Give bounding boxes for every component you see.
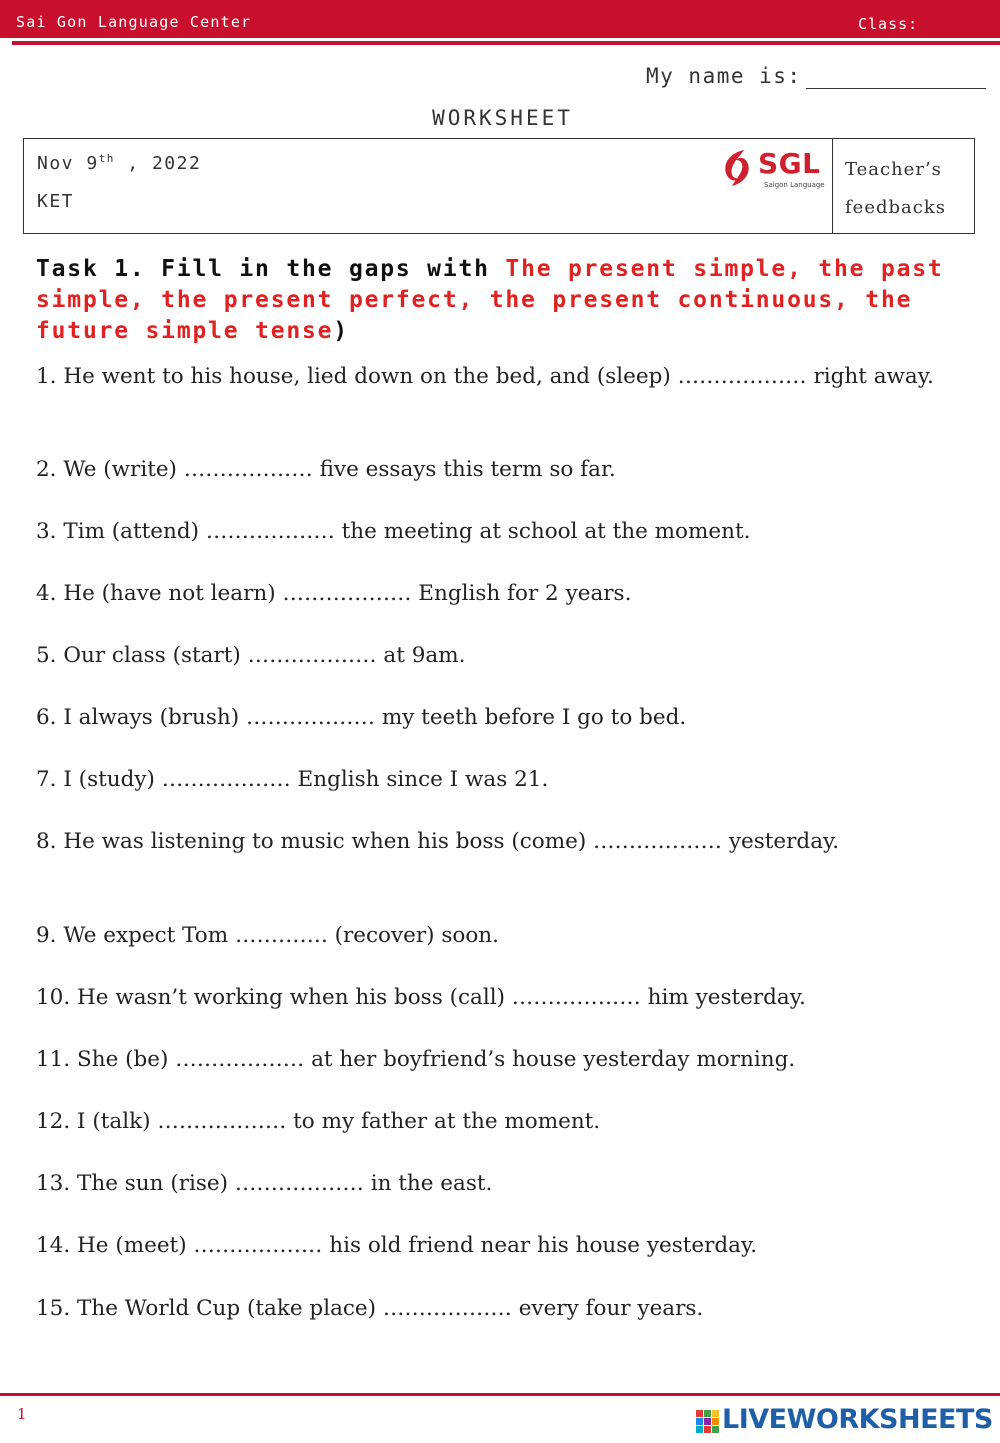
liveworksheets-grid-icon bbox=[696, 1410, 720, 1434]
center-name: Sai Gon Language Center bbox=[16, 13, 252, 31]
header-bar bbox=[0, 0, 1000, 38]
class-label: Class: bbox=[858, 15, 919, 33]
task-instruction bbox=[36, 254, 968, 347]
task-label: Task 1. Fill in the gaps with bbox=[36, 256, 506, 282]
question-12: 12. I (talk) ……………… to my father at the moment. bbox=[36, 1109, 601, 1134]
teacher-feedback bbox=[845, 151, 946, 227]
name-label: My name is: bbox=[646, 64, 802, 88]
level-label: KET bbox=[37, 191, 75, 212]
box-divider bbox=[832, 139, 833, 233]
question-11: 11. She (be) ……………… at her boyfriend’s house yesterday morning. bbox=[36, 1047, 796, 1072]
question-5: 5. Our class (start) ……………… at 9am. bbox=[36, 643, 466, 668]
task-highlight: The present simple, the past simple, the present perfect, the present continuous, the future simple tense bbox=[36, 256, 944, 344]
question-3: 3. Tim (attend) ……………… the meeting at school at the moment. bbox=[36, 519, 751, 544]
footer-divider bbox=[0, 1393, 1000, 1396]
question-1: 1. He went to his house, lied down on the bed, and (sleep) ……………… right away. bbox=[36, 364, 934, 389]
question-14: 14. He (meet) ……………… his old friend near his house yesterday. bbox=[36, 1233, 758, 1258]
question-4: 4. He (have not learn) ……………… English for 2 years. bbox=[36, 581, 632, 606]
question-6: 6. I always (brush) ……………… my teeth before I go to bed. bbox=[36, 705, 687, 730]
header-divider bbox=[12, 41, 1000, 45]
logo-text: SGL bbox=[758, 147, 821, 180]
worksheet-title: WORKSHEET bbox=[432, 106, 573, 130]
liveworksheets-text: LIVEWORKSHEETS bbox=[722, 1404, 993, 1435]
info-box bbox=[23, 138, 975, 234]
question-10: 10. He wasn’t working when his boss (call) ……………… him yesterday. bbox=[36, 985, 806, 1010]
question-8: 8. He was listening to music when his boss (come) ……………… yesterday. bbox=[36, 829, 840, 854]
feedback-line-2: feedbacks bbox=[845, 197, 946, 218]
sgl-logo bbox=[718, 145, 830, 193]
question-13: 13. The sun (rise) ……………… in the east. bbox=[36, 1171, 493, 1196]
name-blank[interactable] bbox=[806, 88, 986, 89]
question-9: 9. We expect Tom …………. (recover) soon. bbox=[36, 923, 499, 948]
question-15: 15. The World Cup (take place) ……………… every four years. bbox=[36, 1296, 704, 1321]
feedback-line-1: Teacher’s bbox=[845, 159, 942, 180]
sgl-swirl-icon bbox=[720, 147, 754, 189]
task-close: ) bbox=[333, 318, 349, 344]
question-7: 7. I (study) ……………… English since I was 21. bbox=[36, 767, 549, 792]
question-2: 2. We (write) ……………… five essays this term so far. bbox=[36, 457, 616, 482]
date: Nov 9th , 2022 bbox=[37, 152, 202, 174]
page-number: 1 bbox=[17, 1405, 27, 1423]
logo-subtext: Saigon Language bbox=[764, 181, 825, 189]
